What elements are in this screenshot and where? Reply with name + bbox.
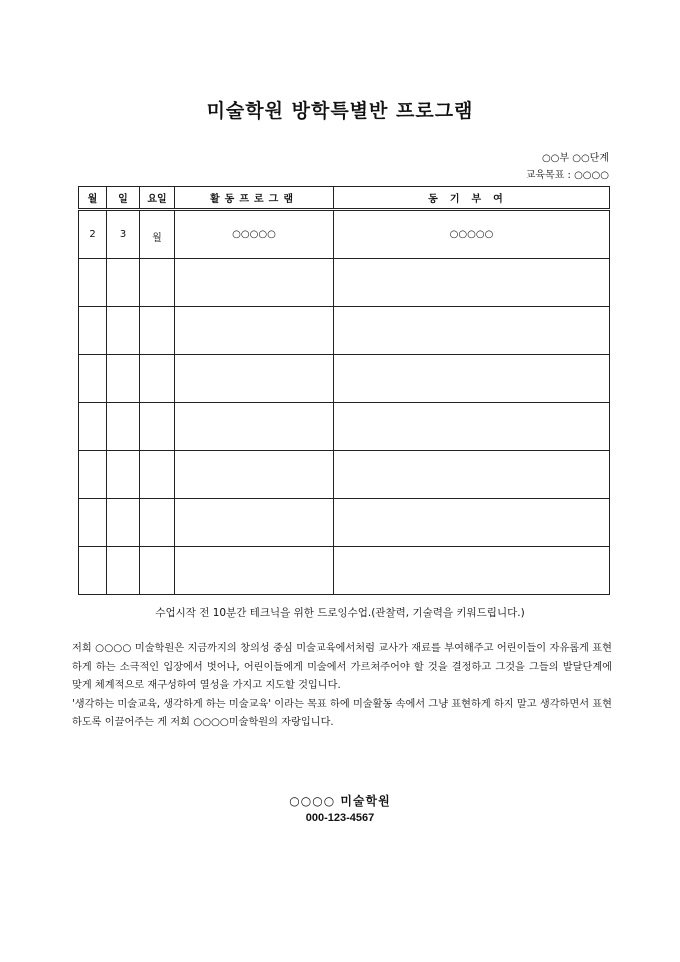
cell-day (107, 259, 140, 307)
cell-activity (175, 403, 334, 451)
table-row (79, 547, 610, 595)
cell-motivation (334, 547, 610, 595)
description-paragraph: '생각하는 미술교육, 생각하게 하는 미술교육' 이라는 목표 하에 미술활동 속에서 그냥 표현하게 하지 말고 생각하면서 표현하도록 이끌어주는 게 저희 ○○○○미술학원의 자랑입니다. (72, 698, 612, 728)
document-title: 미술학원 방학특별반 프로그램 (206, 100, 474, 122)
cell-month (79, 355, 107, 403)
cell-day (107, 355, 140, 403)
cell-day (107, 451, 140, 499)
cell-weekday: 월 (140, 210, 175, 259)
table-row (79, 403, 610, 451)
cell-activity (175, 499, 334, 547)
description-paragraph: 저희 ○○○○ 미술학원은 지금까지의 창의성 중심 미술교육에서처럼 교사가 재료를 부여해주고 어린이들이 자유롭게 표현하게 하는 소극적인 입장에서 벗어나, 어린이들에게 미술에서 가르쳐주어야 할 것을 결정하고 그것을 그들의 발달단계에 맞게 체계적으로 재구성하여 열성을 가지고 지도할 것입니다. (72, 643, 612, 691)
cell-activity (175, 259, 334, 307)
cell-month (79, 307, 107, 355)
academy-name: ○○○○ 미술학원 (289, 794, 391, 808)
cell-weekday (140, 403, 175, 451)
cell-activity (175, 547, 334, 595)
header-day: 일 (107, 187, 140, 210)
cell-motivation (334, 259, 610, 307)
cell-activity: ○○○○○ (175, 210, 334, 259)
cell-motivation (334, 307, 610, 355)
cell-month (79, 451, 107, 499)
header-month: 월 (79, 187, 107, 210)
header-activity: 활동프로그램 (175, 187, 334, 210)
table-row (79, 259, 610, 307)
cell-motivation (334, 403, 610, 451)
cell-month: 2 (79, 210, 107, 259)
cell-weekday (140, 355, 175, 403)
drawing-class-note: 수업시작 전 10분간 테크닉을 위한 드로잉수업.(관찰력, 기술력을 키워드립니다.) (155, 607, 525, 619)
header-motivation: 동기부여 (334, 187, 610, 210)
cell-month (79, 499, 107, 547)
table-row (79, 307, 610, 355)
description-block (72, 640, 612, 733)
cell-motivation (334, 355, 610, 403)
table-header-row (79, 187, 610, 210)
program-table (78, 186, 610, 595)
cell-day (107, 547, 140, 595)
table-row (79, 499, 610, 547)
cell-day (107, 499, 140, 547)
cell-motivation (334, 499, 610, 547)
cell-month (79, 259, 107, 307)
cell-weekday (140, 547, 175, 595)
cell-motivation: ○○○○○ (334, 210, 610, 259)
cell-weekday (140, 259, 175, 307)
cell-month (79, 403, 107, 451)
cell-weekday (140, 451, 175, 499)
cell-weekday (140, 499, 175, 547)
table-row (79, 210, 610, 259)
table-row (79, 451, 610, 499)
cell-motivation (334, 451, 610, 499)
cell-activity (175, 451, 334, 499)
cell-day (107, 307, 140, 355)
cell-activity (175, 307, 334, 355)
cell-month (79, 547, 107, 595)
cell-weekday (140, 307, 175, 355)
academy-phone: 000-123-4567 (305, 812, 375, 824)
level-line: ○○부 ○○단계 (541, 153, 609, 164)
header-weekday: 요일 (140, 187, 175, 210)
education-goal-line: 교육목표 : ○○○○ (525, 170, 609, 181)
table-row (79, 355, 610, 403)
cell-activity (175, 355, 334, 403)
cell-day (107, 403, 140, 451)
cell-day: 3 (107, 210, 140, 259)
